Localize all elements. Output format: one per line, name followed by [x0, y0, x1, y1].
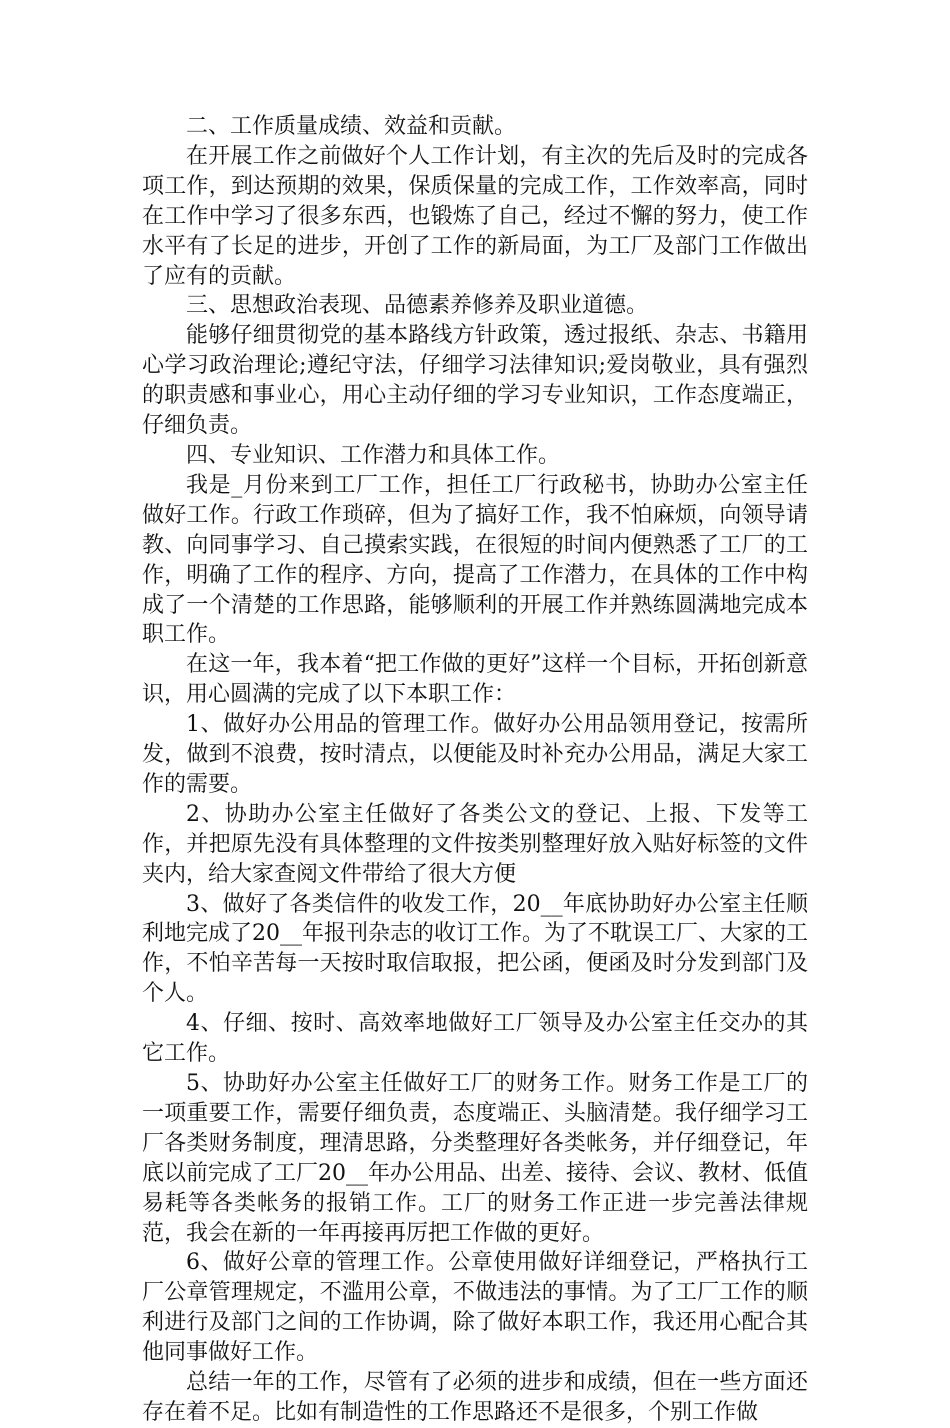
section-heading-quality: 二、工作质量成绩、效益和贡献。	[186, 114, 517, 139]
list-item-finance: 5、协助好办公室主任做好工厂的财务工作。财务工作是工厂的一项重要工作，需要仔细负责，态度端正、头脑清楚。我仔细学习工厂各类财务制度，理清思路，分类整理好各类帐务，并仔细登记，年底以前完成了工厂20__年办公用品、出差、接待、会议、教材、低值易耗等各类帐务的报销工作。工厂的财务工作正进一步完善法律规范，我会在新的一年再接再厉把工作做的更好。	[142, 1071, 808, 1246]
list-item-assigned-tasks: 4、仔细、按时、高效率地做好工厂领导及办公室主任交办的其它工作。	[142, 1011, 808, 1067]
list-item-seal: 6、做好公章的管理工作。公章使用做好详细登记，严格执行工厂公章管理规定，不滥用公章，不做违法的事情。为了工厂工作的顺利进行及部门之间的工作协调，除了做好本职工作，我还用心配合其他同事做好工作。	[142, 1250, 808, 1366]
paragraph-politics: 能够仔细贯彻党的基本路线方针政策，透过报纸、杂志、书籍用心学习政治理论;遵纪守法，仔细学习法律知识;爱岗敬业，具有强烈的职责感和事业心，用心主动仔细的学习专业知识，工作态度端正，仔细负责。	[142, 323, 808, 439]
document-body	[142, 112, 808, 1428]
list-item-documents: 2、协助办公室主任做好了各类公文的登记、上报、下发等工作，并把原先没有具体整理的文件按类别整理好放入贴好标签的文件夹内，给大家查阅文件带给了很大方便	[142, 801, 808, 887]
paragraph-work-plan: 在开展工作之前做好个人工作计划，有主次的先后及时的完成各项工作，到达预期的效果，保质保量的完成工作，工作效率高，同时在工作中学习了很多东西，也锻炼了自己，经过不懈的努力，使工作水平有了长足的进步，开创了工作的新局面，为工厂及部门工作做出了应有的贡献。	[142, 143, 808, 289]
paragraph-summary: 总结一年的工作，尽管有了必须的进步和成绩，但在一些方面还存在着不足。比如有制造性的工作思路还不是很多，个别工作做	[142, 1370, 808, 1425]
list-item-mail: 3、做好了各类信件的收发工作，20__年底协助好办公室主任顺利地完成了20__年报刊杂志的收订工作。为了不耽误工厂、大家的工作，不怕辛苦每一天按时取信取报，把公函，便函及时分发到部门及个人。	[142, 891, 808, 1007]
paragraph-year-goal: 在这一年，我本着“把工作做的更好”这样一个目标，开拓创新意识，用心圆满的完成了以下本职工作：	[142, 652, 808, 708]
list-item-office-supplies: 1、做好办公用品的管理工作。做好办公用品领用登记，按需所发，做到不浪费，按时清点，以便能及时补充办公用品，满足大家工作的需要。	[142, 712, 808, 797]
paragraph-role: 我是_月份来到工厂工作，担任工厂行政秘书，协助办公室主任做好工作。行政工作琐碎，但为了搞好工作，我不怕麻烦，向领导请教、向同事学习、自己摸索实践，在很短的时间内便熟悉了工厂的工作，明确了工作的程序、方向，提高了工作潜力，在具体的工作中构成了一个清楚的工作思路，能够顺利的开展工作并熟练圆满地完成本职工作。	[142, 472, 808, 648]
section-heading-expertise: 四、专业知识、工作潜力和具体工作。	[186, 442, 561, 468]
section-heading-politics: 三、思想政治表现、品德素养修养及职业道德。	[186, 293, 649, 319]
